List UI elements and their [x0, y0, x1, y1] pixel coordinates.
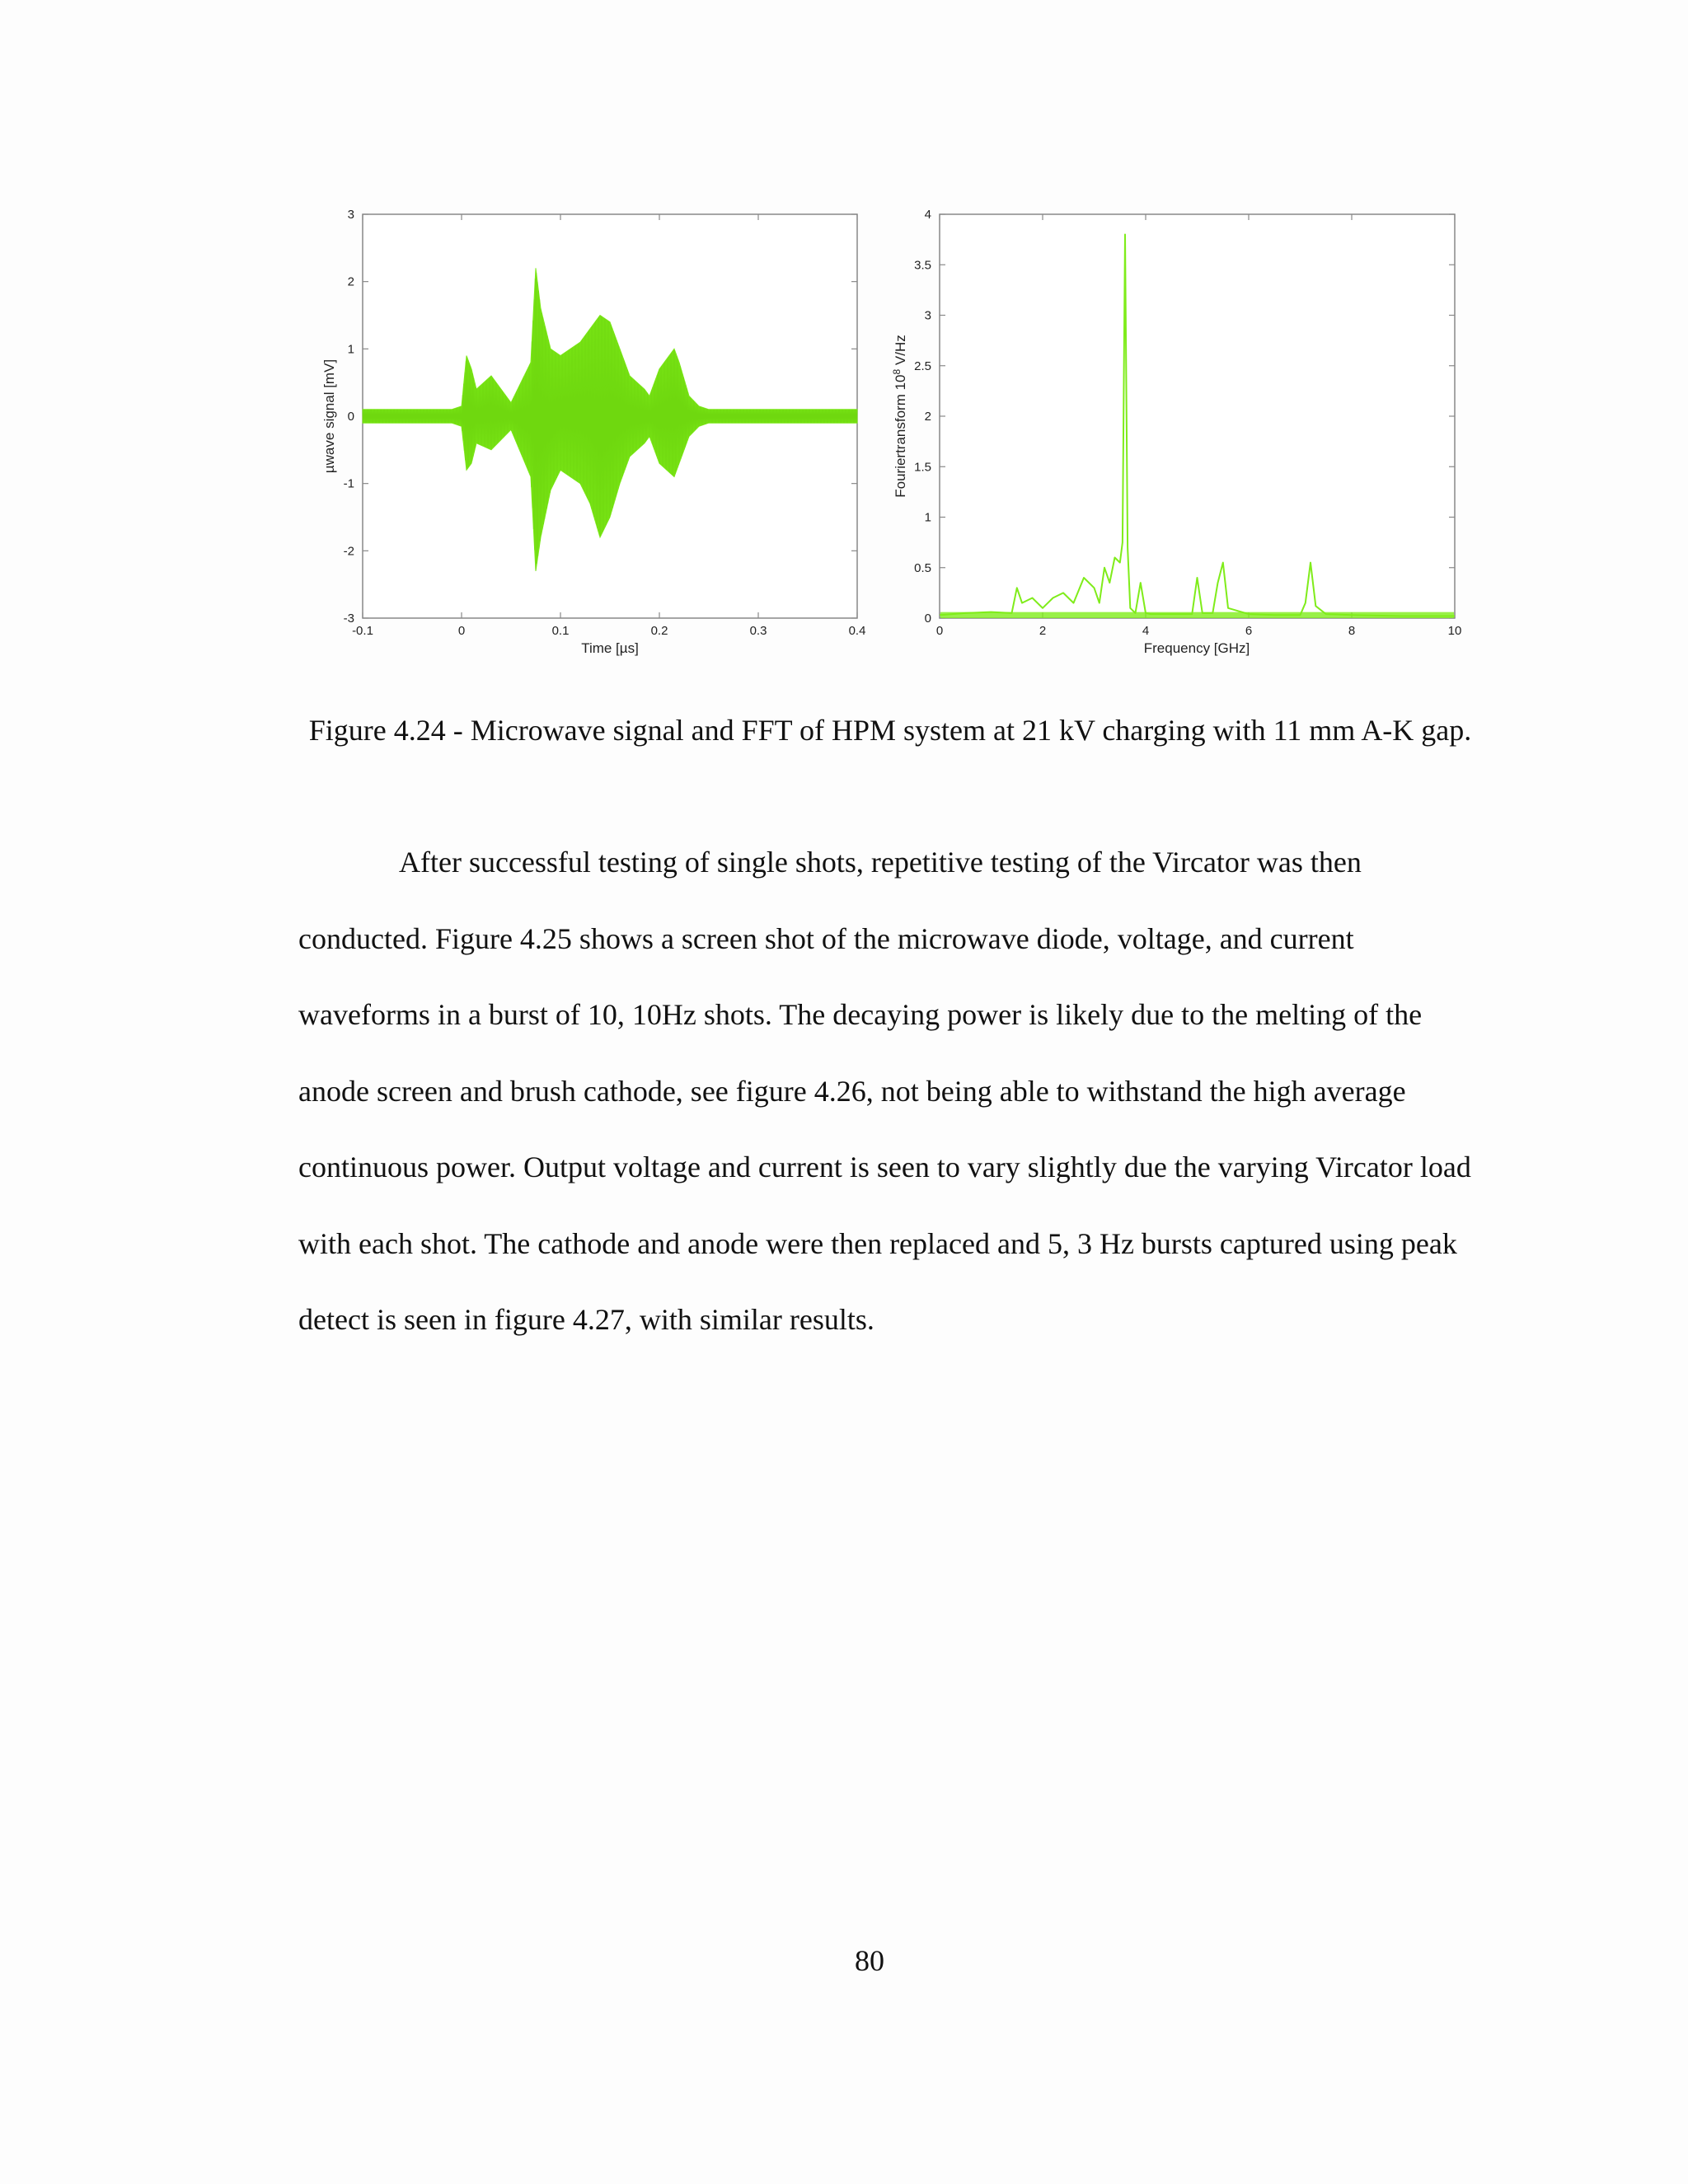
fft-plot-axes [940, 214, 1455, 618]
fft-plot-xlabel: Frequency [GHz] [1143, 640, 1250, 656]
time-plot-ytick-label: -3 [343, 612, 354, 626]
time-plot-ytick-label: 2 [347, 274, 354, 289]
time-plot-ytick-label: -1 [343, 476, 354, 491]
time-plot-xtick-label: -0.1 [352, 624, 373, 638]
fft-plot-ytick-label: 0 [924, 612, 931, 626]
figure-caption: Figure 4.24 - Microwave signal and FFT of HPM system at 21 kV charging with 11 mm A-K gap. [308, 714, 1472, 747]
time-plot-ytick-label: 0 [347, 410, 354, 424]
fft-plot-noise-floor [940, 612, 1454, 618]
fft-plot-ytick-label: 3 [924, 308, 931, 323]
fft-plot-xtick-label: 0 [935, 624, 944, 638]
time-plot-xtick-label: 0.2 [650, 624, 668, 638]
body-paragraph: After successful testing of single shots, repetitive testing of the Vircator was then conducted. Figure 4.25 shows a screen shot of the microwave diode, voltage, and current waveforms in a burst of 10, 10Hz shots. The decaying power is likely due to the melting of the anode screen and brush cathode, see figure 4.26, not being able to withstand the high average continuous power. Output voltage and current is seen to vary slightly due the varying Vircator load with each shot. The cathode and anode were then replaced and 5, 3 Hz bursts captured using peak detect is seen in figure 4.27, with similar results. [298, 846, 1471, 1336]
page-number: 80 [855, 1944, 884, 1977]
time-plot-xtick-label: 0.3 [749, 624, 767, 638]
time-plot-ytick-label: 3 [347, 208, 354, 222]
figure-svg [313, 194, 1484, 676]
fft-plot-ytick-label: 0.5 [914, 560, 931, 575]
fft-plot-ytick-label: 2.5 [914, 359, 931, 373]
fft-plot-ylabel: Fouriertransform $10^8$ V/Hz [891, 335, 908, 498]
fft-plot-xtick-label: 4 [1142, 624, 1150, 638]
figure-4-24 [313, 194, 1484, 676]
time-plot-ylabel: µwave signal [mV] [321, 359, 337, 474]
time-plot-ytick-label: 1 [347, 342, 354, 357]
time-plot-ytick-label: -2 [343, 544, 354, 559]
fft-plot-ytick-label: 3.5 [914, 258, 931, 273]
fft-plot-ytick-label: 1.5 [914, 460, 931, 475]
body-text [298, 824, 1485, 1358]
fft-plot-xtick-label: 6 [1245, 624, 1253, 638]
time-plot-xlabel: Time [µs] [581, 640, 639, 656]
fft-plot-ytick-label: 4 [924, 208, 931, 222]
time-plot-xtick-label: 0.1 [551, 624, 570, 638]
time-plot-xtick-label: 0.4 [848, 624, 866, 638]
fft-plot-xtick-label: 2 [1039, 624, 1047, 638]
fft-plot-xtick-label: 8 [1348, 624, 1356, 638]
fft-plot-ytick-label: 2 [924, 410, 931, 424]
fft-plot-xtick-label: 10 [1447, 624, 1462, 638]
fft-plot-ytick-label: 1 [924, 510, 931, 525]
time-plot-xtick-label: 0 [457, 624, 466, 638]
